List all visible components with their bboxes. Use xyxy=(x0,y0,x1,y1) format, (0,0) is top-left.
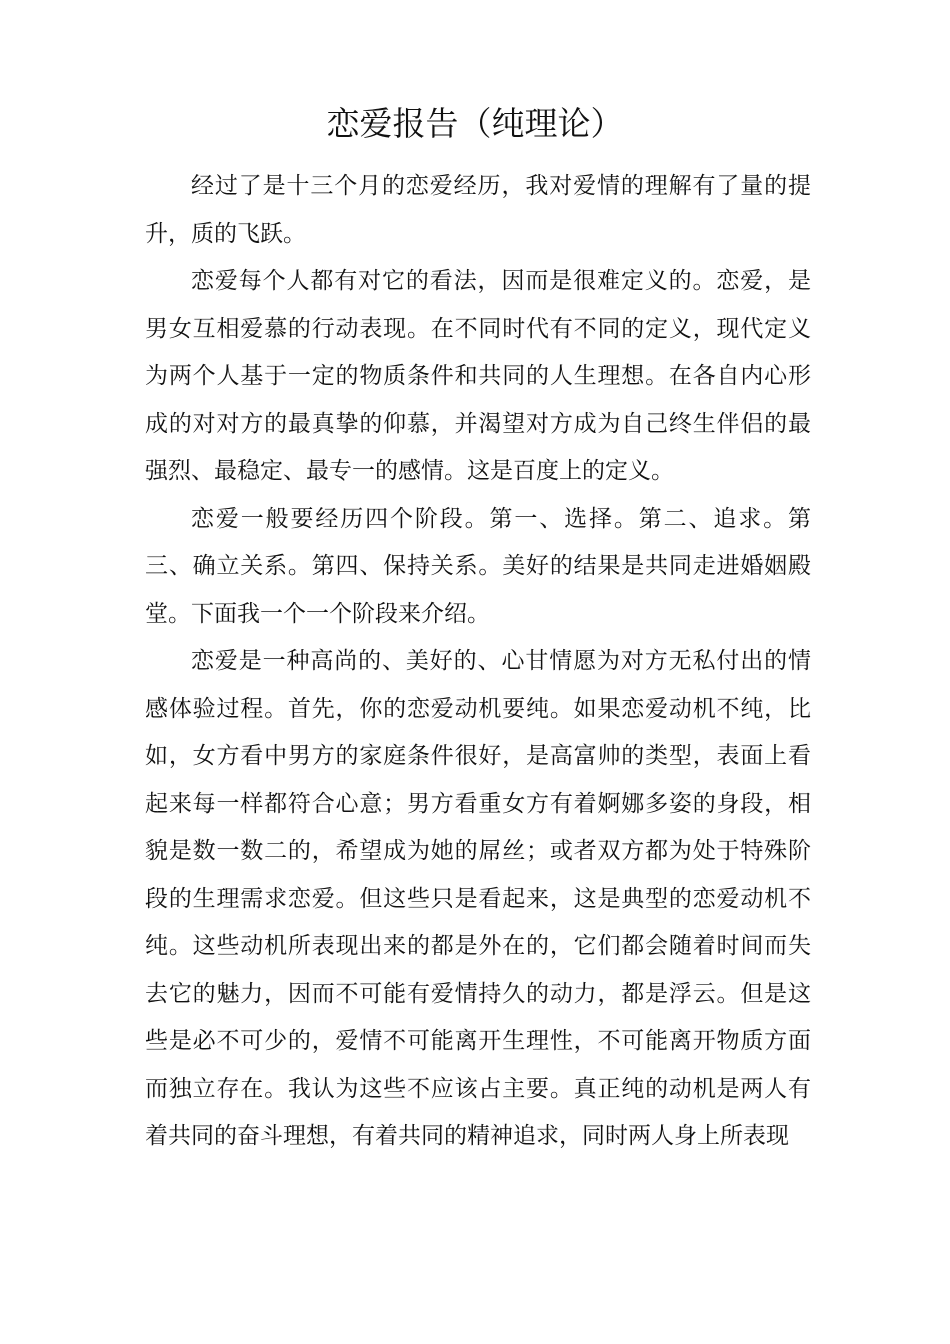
paragraph-experience: 经过了是十三个月的恋爱经历，我对爱情的理解有了量的提升，质的飞跃。 xyxy=(145,173,811,247)
paragraph-motivation: 恋爱是一种高尚的、美好的、心甘情愿为对方无私付出的情感体验过程。首先，你的恋爱动机要纯。如果恋爱动机不纯，比如，女方看中男方的家庭条件很好，是高富帅的类型，表面上看起来每一样都符合心意；男方看重女方有着婀娜多姿的身段，相貌是数一数二的，希望成为她的屌丝；或者双方都为处于特殊阶段的生理需求恋爱。但这些只是看起来，这是典型的恋爱动机不纯。这些动机所表现出来的都是外在的，它们都会随着时间而失去它的魅力，因而不可能有爱情持久的动力，都是浮云。但是这些是必不可少的，爱情不可能离开生理性，不可能离开物质方面而独立存在。我认为这些不应该占主要。真正纯的动机是两人有着共同的奋斗理想，有着共同的精神追求，同时两人身上所表现 xyxy=(145,648,811,1149)
paragraph-stages: 恋爱一般要经历四个阶段。第一、选择。第二、追求。第三、确立关系。第四、保持关系。美好的结果是共同走进婚姻殿堂。下面我一个一个阶段来介绍。 xyxy=(145,505,811,627)
paragraph-definition: 恋爱每个人都有对它的看法，因而是很难定义的。恋爱，是男女互相爱慕的行动表现。在不同时代有不同的定义，现代定义为两个人基于一定的物质条件和共同的人生理想。在各自内心形成的对对方的最真挚的仰慕，并渴望对方成为自己终生伴侣的最强烈、最稳定、最专一的感情。这是百度上的定义。 xyxy=(145,268,811,484)
document-body xyxy=(145,163,811,1161)
document-title: 恋爱报告（纯理论） xyxy=(326,104,624,143)
